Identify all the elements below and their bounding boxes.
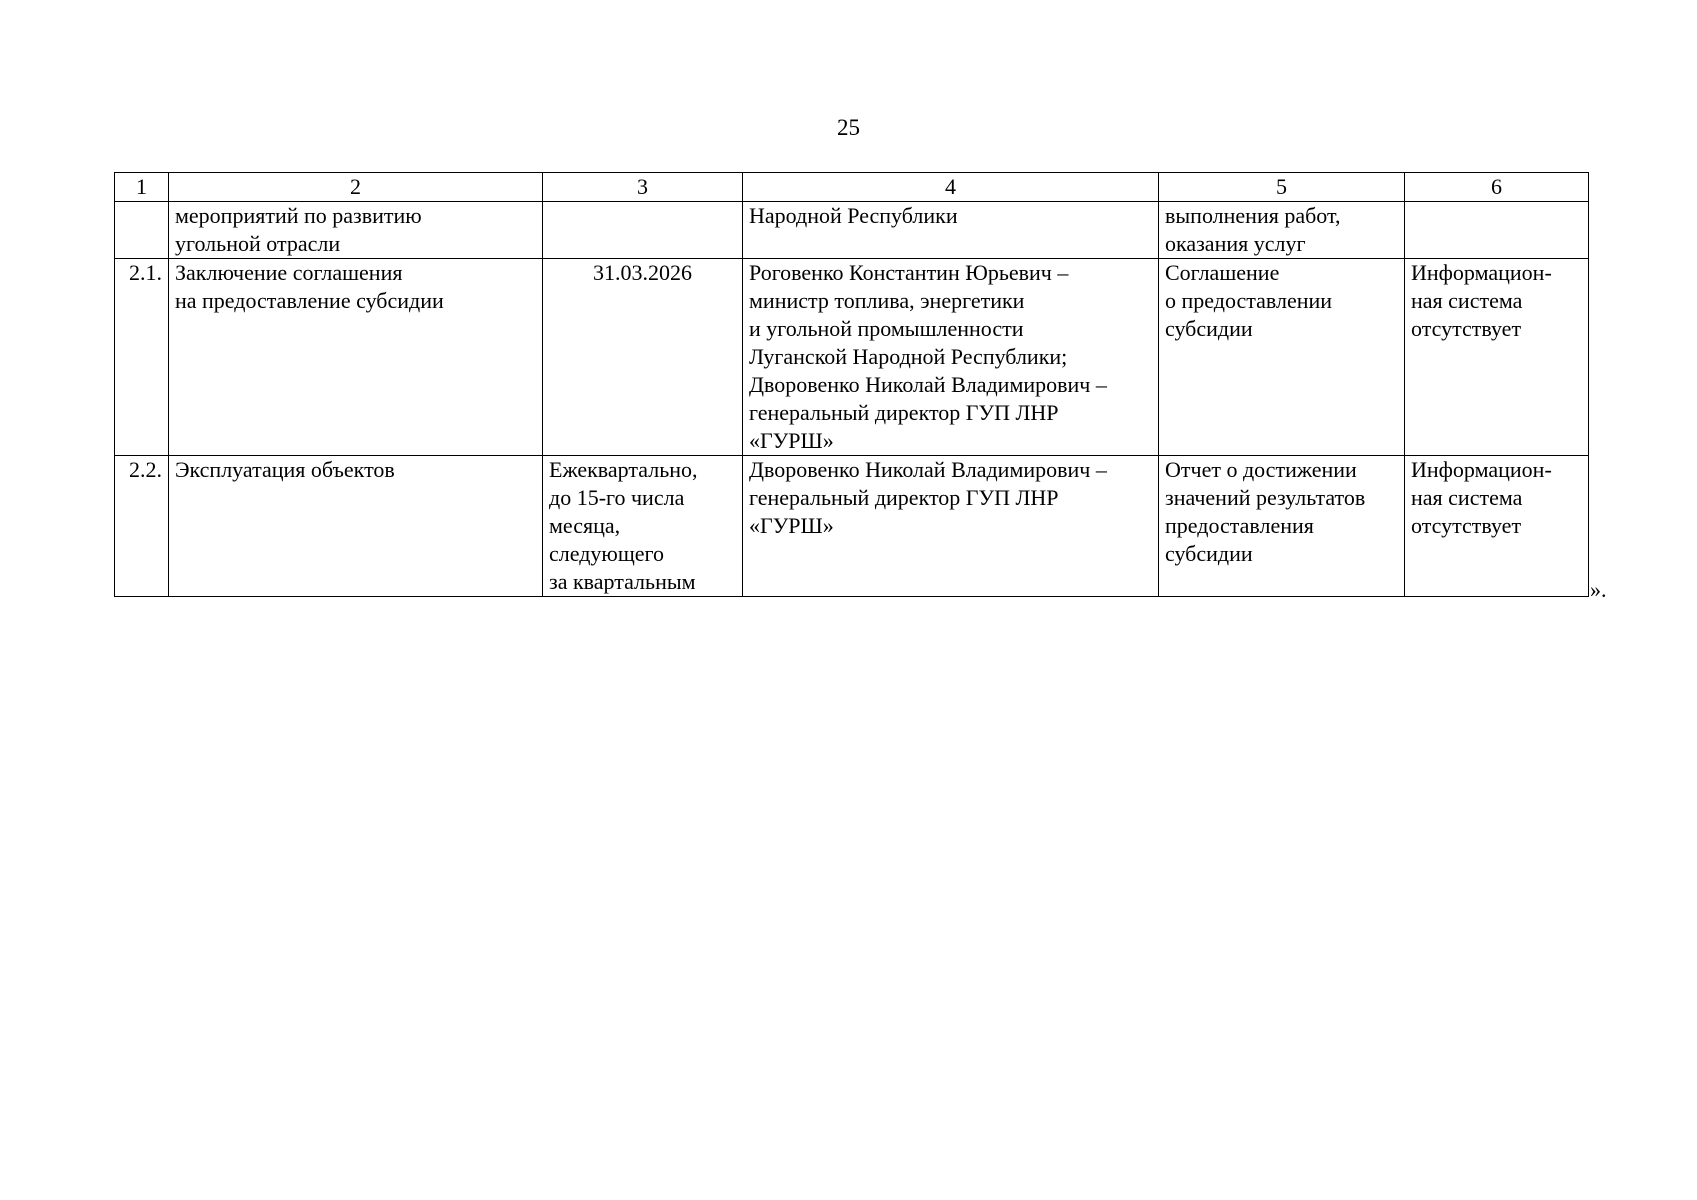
page-number: 25 — [837, 115, 860, 140]
column-header-1: 1 — [115, 173, 169, 202]
result-cell: Соглашение о предоставлении субсидии — [1159, 259, 1405, 456]
column-header-4: 4 — [743, 173, 1159, 202]
event-name-cell: Заключение соглашения на предоставление субсидии — [169, 259, 543, 456]
table-row — [115, 259, 1589, 456]
row-number-cell: 2.2. — [115, 456, 169, 597]
document-table — [114, 172, 1589, 597]
info-system-cell: Информацион- ная система отсутствует — [1405, 259, 1589, 456]
table-row — [115, 456, 1589, 597]
column-header-6: 6 — [1405, 173, 1589, 202]
column-header-3: 3 — [543, 173, 743, 202]
result-cell: Отчет о достижении значений результатов предоставления субсидии — [1159, 456, 1405, 597]
event-name-cell: Эксплуатация объектов — [169, 456, 543, 597]
info-system-cell — [1405, 202, 1589, 259]
result-cell: выполнения работ, оказания услуг — [1159, 202, 1405, 259]
responsible-cell: Дворовенко Николай Владимирович – генеральный директор ГУП ЛНР «ГУРШ» — [743, 456, 1159, 597]
table-header-row — [115, 173, 1589, 202]
column-header-2: 2 — [169, 173, 543, 202]
deadline-cell: 31.03.2026 — [543, 259, 743, 456]
column-header-5: 5 — [1159, 173, 1405, 202]
info-system-cell: Информацион- ная система отсутствует — [1405, 456, 1589, 597]
responsible-cell: Народной Республики — [743, 202, 1159, 259]
table-row — [115, 202, 1589, 259]
deadline-cell: Ежеквартально, до 15-го числа месяца, следующего за квартальным — [543, 456, 743, 597]
event-name-cell: мероприятий по развитию угольной отрасли — [169, 202, 543, 259]
responsible-cell: Роговенко Константин Юрьевич – министр топлива, энергетики и угольной промышленности Луганской Народной Республики; Дворовенко Николай Владимирович – генеральный директор ГУП ЛНР «ГУРШ» — [743, 259, 1159, 456]
closing-quote: ». — [1590, 577, 1607, 602]
deadline-cell — [543, 202, 743, 259]
row-number-cell: 2.1. — [115, 259, 169, 456]
row-number-cell — [115, 202, 169, 259]
